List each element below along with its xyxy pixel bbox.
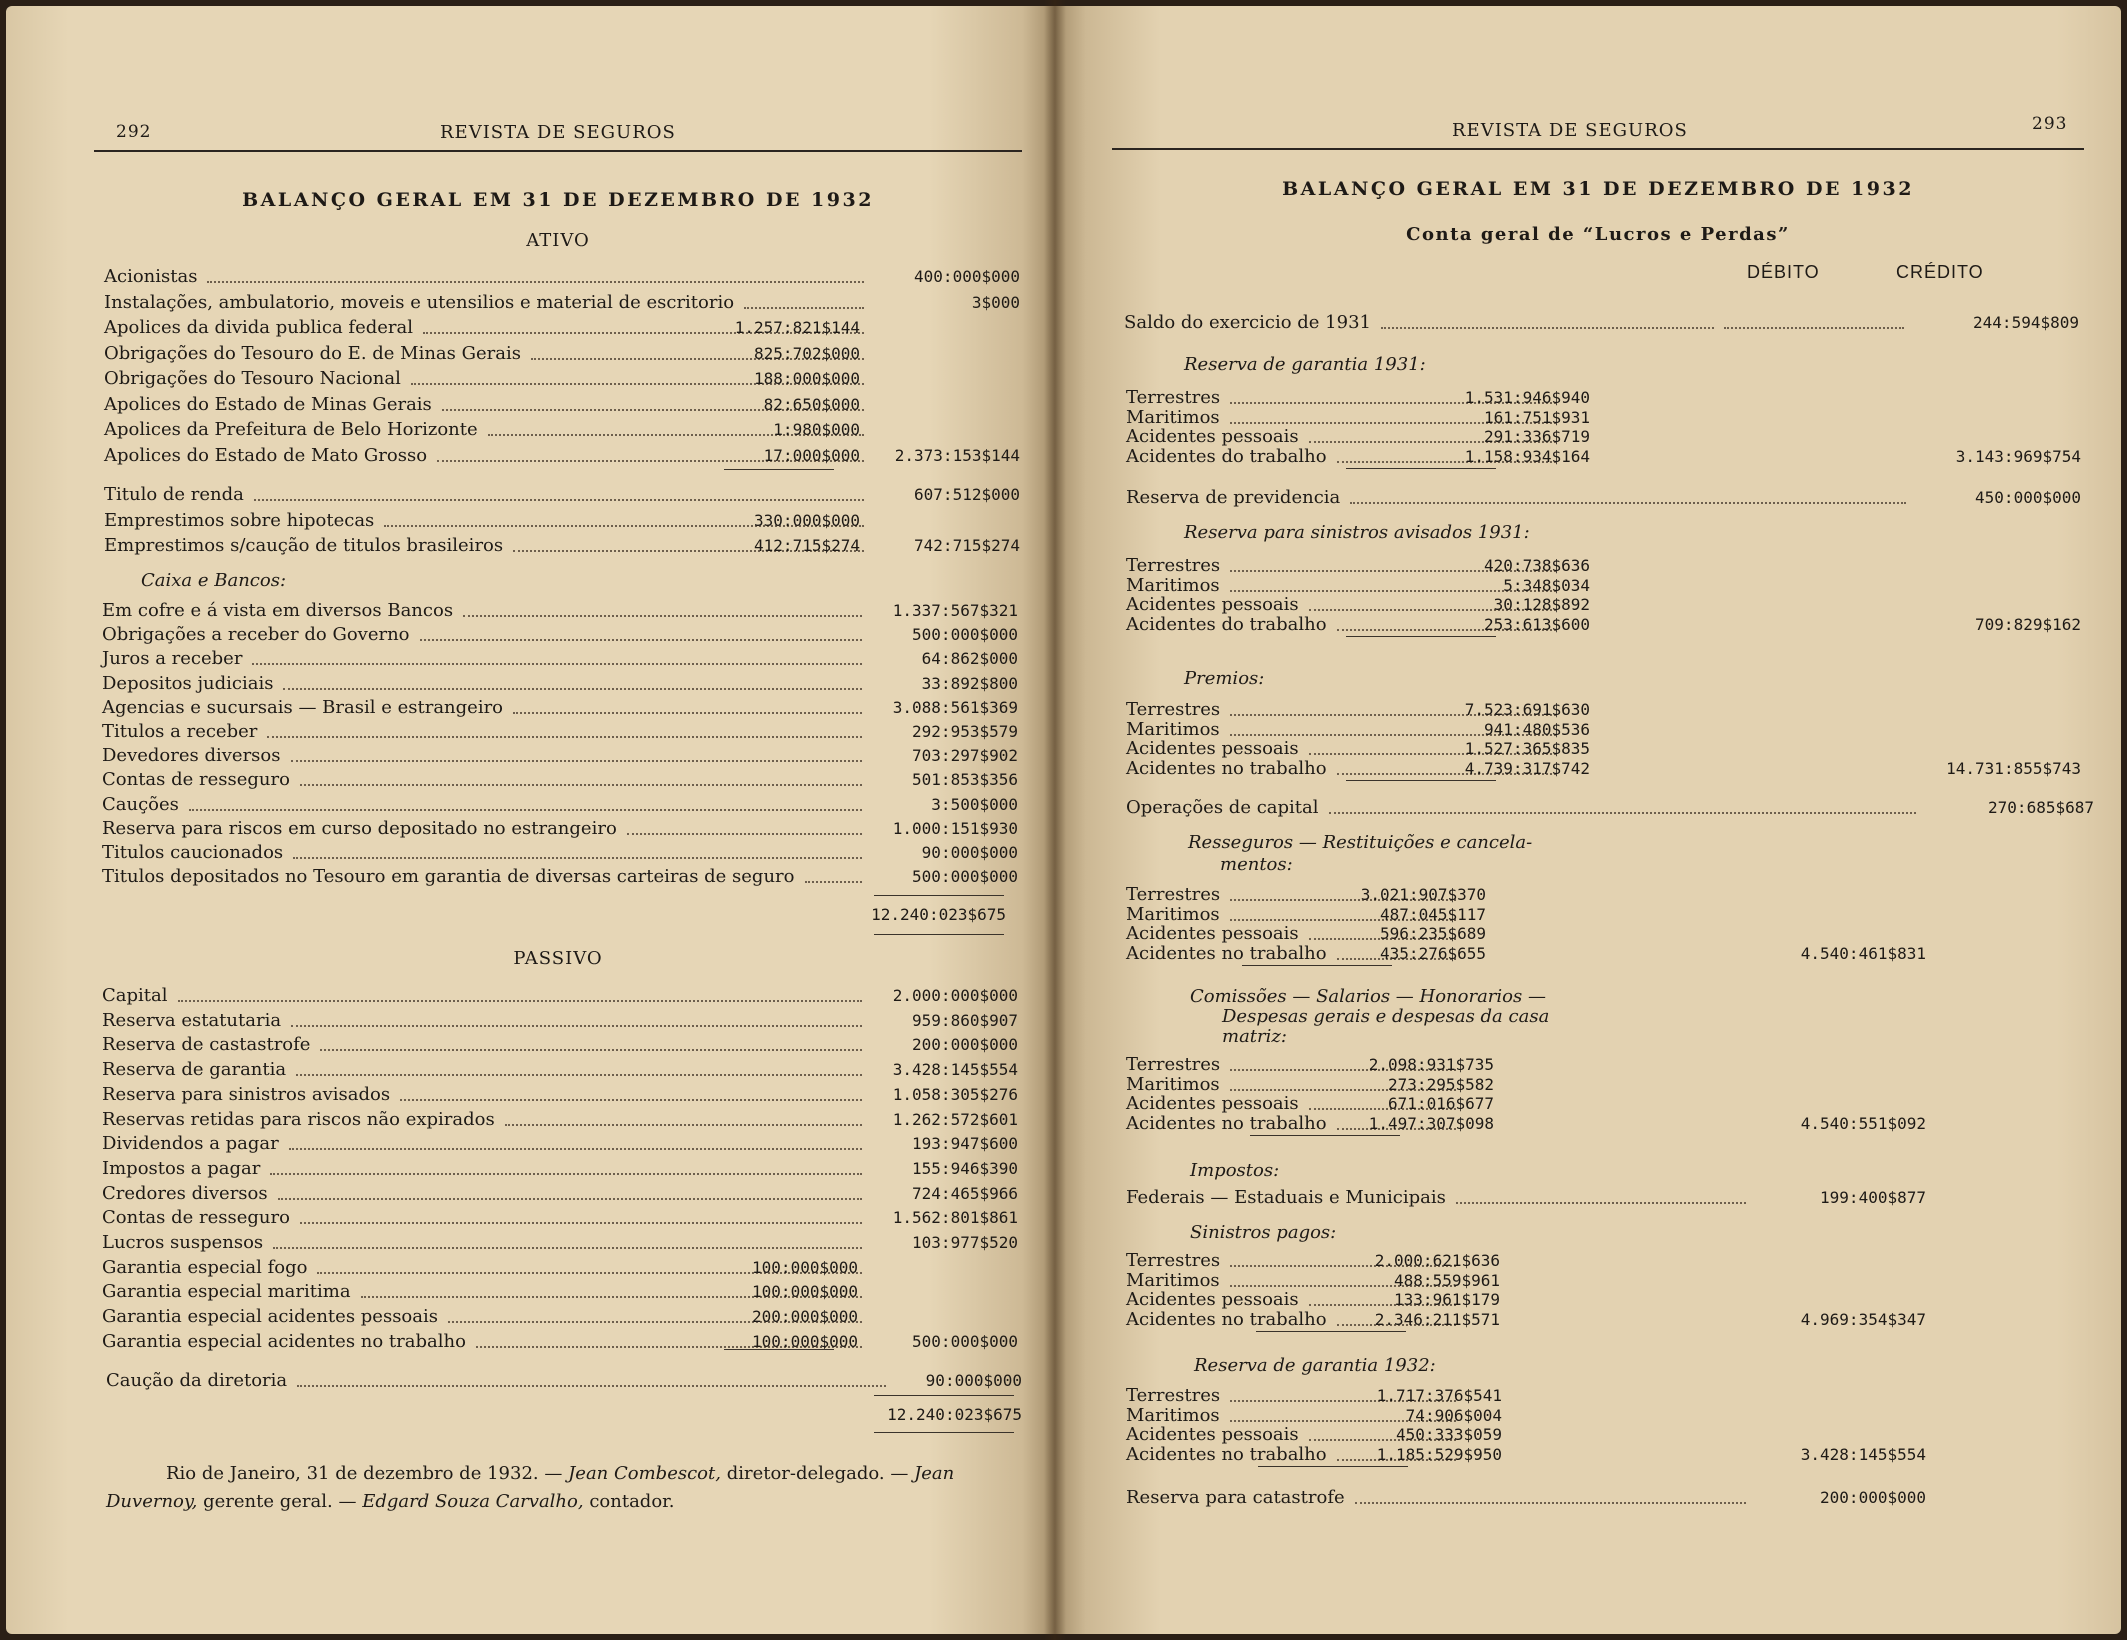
col-partial-value: 412:715$274 — [754, 536, 860, 555]
row-label: Titulos a receber — [102, 721, 258, 742]
row-label: Obrigações a receber do Governo — [102, 624, 410, 646]
leader-dots — [297, 1385, 886, 1387]
leader-dots — [296, 1074, 862, 1076]
col-total-value: 724:465$966 — [912, 1183, 1018, 1203]
col-partial-value: 4.739:317$742 — [1464, 758, 1590, 778]
ledger-row — [102, 696, 1032, 720]
col-partial-value: 2.346:211$571 — [1374, 1309, 1500, 1329]
col-partial-value: 1.531:946$940 — [1464, 388, 1590, 407]
leader-dots — [627, 833, 862, 835]
col-total-value: 3.428:145$554 — [892, 1060, 1018, 1080]
row-label: Acidentes pessoais — [1126, 738, 1299, 759]
col-partial-value: 17:000$000 — [763, 445, 860, 465]
row-label: Maritimos — [1126, 406, 1220, 428]
row-label: Acidentes do trabalho — [1126, 613, 1327, 635]
row-label: Acionistas — [104, 266, 198, 287]
right-page — [1054, 6, 2121, 1634]
col-partial-value: 488:559$961 — [1394, 1270, 1500, 1290]
leader-dots — [189, 809, 862, 811]
rule — [1346, 636, 1496, 637]
left-main-title: BALANÇO GERAL EM 31 DE DEZEMBRO DE 1932 — [242, 189, 874, 211]
col-partial-value: 5:348$034 — [1503, 575, 1590, 595]
section-heading: Impostos: — [1190, 1160, 1280, 1181]
col-total-value: 103:977$520 — [912, 1233, 1018, 1252]
row-label: Maritimos — [1126, 1269, 1220, 1291]
col-partial-value: 100:000$000 — [752, 1282, 858, 1302]
col-partial-value: 941:480$536 — [1484, 719, 1590, 739]
footer-role-2: gerente geral. — — [203, 1491, 357, 1512]
section-heading: Despesas gerais e despesas da casa — [1222, 1006, 1550, 1027]
col-partial-value: 420:738$636 — [1484, 556, 1590, 575]
leader-dots — [254, 499, 864, 501]
row-label: Acidentes no trabalho — [1126, 1112, 1327, 1134]
col-total-value: 501:853$356 — [912, 770, 1018, 790]
passivo-heading: PASSIVO — [513, 948, 603, 969]
section-heading: mentos: — [1220, 854, 1293, 875]
ledger-row — [102, 984, 1032, 1008]
col-total-value: 703:297$902 — [912, 746, 1018, 766]
ledger-row — [102, 1108, 1032, 1132]
caucao-value: 90:000$000 — [925, 1371, 1022, 1390]
ledger-row — [1126, 1486, 2086, 1510]
right-main-title: BALANÇO GERAL EM 31 DE DEZEMBRO DE 1932 — [1282, 178, 1914, 200]
leader-dots — [278, 1198, 862, 1200]
ledger-row — [102, 1157, 1032, 1181]
col-debito-value: 4.540:551$092 — [1800, 1113, 1926, 1133]
ledger-row — [1126, 1443, 2086, 1467]
row-label: Maritimos — [1126, 903, 1220, 925]
col-total-value: 607:512$000 — [914, 485, 1020, 504]
ledger-row — [1126, 445, 2086, 469]
ledger-row — [102, 1009, 1032, 1033]
col-partial-value: 450:333$059 — [1396, 1425, 1502, 1444]
col-total-value: 1.000:151$930 — [892, 818, 1018, 838]
leader-dots — [291, 1025, 862, 1027]
col-total-value: 1.262:572$601 — [892, 1109, 1018, 1129]
row-label: Acidentes do trabalho — [1126, 445, 1327, 467]
ledger-row — [102, 1182, 1032, 1206]
col-total-value: 292:953$579 — [912, 722, 1018, 741]
left-page-number: 292 — [116, 122, 152, 142]
ledger-row — [102, 647, 1032, 671]
col-partial-value: 3.021:907$370 — [1360, 885, 1486, 904]
row-label: Reserva de previdencia — [1126, 487, 1341, 508]
ativo-total: 12.240:023$675 — [871, 905, 1006, 924]
col-partial-value: 7.523:691$630 — [1464, 700, 1590, 719]
leader-dots — [1724, 327, 1904, 329]
row-label: Acidentes no trabalho — [1126, 1443, 1327, 1465]
row-label: Apolices do Estado de Minas Gerais — [104, 393, 432, 415]
row-label: Maritimos — [1126, 718, 1220, 740]
col-partial-value: 435:276$655 — [1380, 943, 1486, 963]
saldo-row — [1124, 311, 2084, 335]
row-label: Terrestres — [1126, 387, 1221, 408]
col-credito-value: 450:000$000 — [1975, 488, 2081, 507]
col-partial-value: 330:000$000 — [754, 510, 860, 530]
section-heading: matriz: — [1222, 1026, 1287, 1047]
ledger-row — [104, 291, 1034, 315]
ativo-heading: ATIVO — [526, 230, 590, 251]
col-debito-value: 4.540:461$831 — [1800, 943, 1926, 963]
ledger-row — [102, 793, 1032, 817]
col-partial-value: 188:000$000 — [754, 369, 860, 388]
leader-dots — [1329, 812, 1916, 814]
col-partial-value: 74:906$004 — [1405, 1405, 1502, 1425]
row-label: Acidentes pessoais — [1126, 1424, 1299, 1445]
col-credito-value: 709:829$162 — [1975, 614, 2081, 634]
row-label: Acidentes pessoais — [1126, 426, 1299, 447]
left-running-header — [94, 114, 1022, 152]
leader-dots — [505, 1124, 862, 1126]
col-partial-value: 100:000$000 — [752, 1257, 858, 1277]
right-running-header — [1112, 112, 2084, 150]
row-label: Garantia especial acidentes no trabalho — [102, 1330, 466, 1352]
row-label: Cauções — [102, 793, 179, 815]
footer-role-3: contador. — [589, 1491, 675, 1512]
leader-dots — [270, 1173, 862, 1175]
leader-dots — [283, 688, 862, 690]
ledger-row — [102, 817, 1032, 841]
ledger-row — [102, 1330, 1032, 1354]
row-label: Reserva de castastrofe — [102, 1034, 311, 1056]
ledger-row — [1126, 757, 2086, 781]
col-total-value: 1.562:801$861 — [892, 1208, 1018, 1228]
ledger-row — [102, 1206, 1032, 1230]
footer-role-1: diretor-delegado. — — [726, 1463, 909, 1484]
leader-dots — [207, 281, 864, 283]
col-total-value: 2.373:153$144 — [894, 445, 1020, 465]
col-total-value: 742:715$274 — [914, 536, 1020, 555]
row-label: Terrestres — [1126, 555, 1221, 576]
ledger-row — [102, 1280, 1032, 1304]
ledger-row — [102, 768, 1032, 792]
passivo-total: 12.240:023$675 — [887, 1405, 1022, 1424]
ledger-row — [104, 444, 1034, 468]
col-total-value: 90:000$000 — [921, 843, 1018, 862]
col-total-value: 3:500$000 — [931, 794, 1018, 814]
row-label: Maritimos — [1126, 574, 1220, 596]
col-partial-value: 2.098:931$735 — [1368, 1055, 1494, 1074]
leader-dots — [463, 615, 862, 617]
row-label: Obrigações do Tesouro Nacional — [104, 368, 401, 389]
leader-dots — [1355, 1502, 1746, 1504]
ledger-row — [102, 744, 1032, 768]
row-label: Titulo de renda — [104, 484, 244, 505]
leader-dots — [513, 712, 862, 714]
row-label: Instalações, ambulatorio, moveis e utensilios e material de escritorio — [104, 291, 735, 313]
col-partial-value: 1.257:821$144 — [734, 318, 860, 337]
row-label: Terrestres — [1126, 1250, 1221, 1271]
row-label: Acidentes pessoais — [1126, 1093, 1299, 1114]
rule — [874, 895, 1004, 896]
col-partial-value: 1.497:307$098 — [1368, 1113, 1494, 1133]
row-label: Impostos a pagar — [102, 1157, 261, 1179]
ledger-row — [104, 342, 1034, 366]
row-label: Em cofre e á vista em diversos Bancos — [102, 600, 454, 621]
col-partial-value: 200:000$000 — [752, 1307, 858, 1327]
leader-dots — [320, 1049, 862, 1051]
col-partial-value: 487:045$117 — [1380, 904, 1486, 924]
col-total-value: 200:000$000 — [912, 1035, 1018, 1055]
section-heading: Reserva de garantia 1932: — [1194, 1355, 1436, 1376]
col-partial-value: 273:295$582 — [1388, 1074, 1494, 1094]
col-partial-value: 161:751$931 — [1484, 407, 1590, 427]
col-partial-value: 2.000:621$636 — [1374, 1251, 1500, 1270]
col-total-value: 959:860$907 — [912, 1010, 1018, 1030]
section-heading: Sinistros pagos: — [1190, 1222, 1337, 1243]
row-label: Acidentes no trabalho — [1126, 1308, 1327, 1330]
row-label: Acidentes pessoais — [1126, 923, 1299, 944]
col-total-value: 33:892$800 — [921, 673, 1018, 693]
col-debito-value: 199:400$877 — [1820, 1188, 1926, 1207]
row-label: Emprestimos s/caução de titulos brasileiros — [104, 535, 504, 556]
rule — [1346, 780, 1496, 781]
col-total-value: 3$000 — [971, 292, 1020, 312]
book-gutter — [1044, 0, 1066, 1640]
row-label: Reserva para riscos em curso depositado no estrangeiro — [102, 817, 617, 839]
row-label: Credores diversos — [102, 1182, 268, 1204]
col-credito-value: 14.731:855$743 — [1946, 758, 2081, 778]
col-total-value: 155:946$390 — [912, 1158, 1018, 1178]
ledger-row — [102, 1058, 1032, 1082]
col-partial-value: 671:016$677 — [1388, 1094, 1494, 1113]
col-partial-value: 30:128$892 — [1493, 595, 1590, 614]
ledger-row — [1126, 942, 2086, 966]
passivo-total-row — [106, 1403, 1026, 1427]
col-partial-value: 82:650$000 — [763, 394, 860, 414]
row-label: Acidentes no trabalho — [1126, 757, 1327, 779]
leader-dots — [293, 857, 862, 859]
leader-dots — [178, 1000, 862, 1002]
ledger-row — [104, 265, 1034, 289]
footer-name-1: Jean Combescot, — [568, 1463, 721, 1484]
ledger-row — [102, 1132, 1032, 1156]
row-label: Titulos depositados no Tesouro em garantia de diversas carteiras de seguro — [102, 866, 795, 888]
footer-place-date: Rio de Janeiro, 31 de dezembro de 1932. — — [166, 1463, 563, 1484]
leader-dots — [1381, 327, 1714, 329]
row-label: Dividendos a pagar — [102, 1133, 279, 1155]
row-label: Lucros suspensos — [102, 1232, 264, 1253]
leader-dots — [291, 760, 862, 762]
col-total-value: 193:947$600 — [912, 1134, 1018, 1154]
ledger-row — [1126, 796, 2094, 820]
row-label: Terrestres — [1126, 884, 1221, 905]
col-total-value: 1.058:305$276 — [892, 1084, 1018, 1104]
row-label: Apolices da divida publica federal — [104, 317, 413, 338]
col-credito-value: 3.143:969$754 — [1955, 446, 2081, 466]
col-partial-value: 133:961$179 — [1394, 1290, 1500, 1309]
row-label: Agencias e sucursais — Brasil e estrangeiro — [102, 696, 504, 718]
ledger-row — [104, 418, 1034, 442]
row-label: Terrestres — [1126, 1054, 1221, 1075]
row-label: Garantia especial fogo — [102, 1256, 308, 1278]
right-running-title: REVISTA DE SEGUROS — [1452, 120, 1688, 141]
right-subtitle: Conta geral de “Lucros e Perdas” — [1406, 224, 1790, 245]
rule — [724, 1349, 834, 1350]
ledger-row — [102, 1305, 1032, 1329]
row-label: Obrigações do Tesouro do E. de Minas Gerais — [104, 342, 521, 364]
ledger-row — [1126, 613, 2086, 637]
row-label: Terrestres — [1126, 699, 1221, 720]
rule — [1346, 468, 1496, 469]
section-heading: Comissões — Salarios — Honorarios — — [1190, 986, 1546, 1007]
ativo-total-row — [100, 903, 1020, 927]
col-partial-value: 1:980$000 — [773, 420, 860, 439]
col-total-value: 400:000$000 — [914, 267, 1020, 286]
section-heading: Reserva para sinistros avisados 1931: — [1184, 522, 1530, 543]
rule — [724, 469, 834, 470]
footer-name-2a: Jean — [914, 1463, 955, 1484]
col-partial-value: 253:613$600 — [1484, 614, 1590, 634]
col-partial-value: 1.185:529$950 — [1376, 1444, 1502, 1464]
leader-dots — [1456, 1202, 1746, 1204]
ledger-row — [104, 483, 1034, 507]
row-label: Reserva para sinistros avisados — [102, 1083, 391, 1105]
row-label: Apolices do Estado de Mato Grosso — [104, 444, 428, 466]
ledger-row — [102, 720, 1032, 744]
rule — [874, 1395, 1014, 1396]
rule — [874, 1432, 1014, 1433]
debito-column-header: DÉBITO — [1747, 262, 1820, 282]
footer-name-3: Edgard Souza Carvalho, — [362, 1491, 584, 1512]
section-heading: Premios: — [1184, 668, 1265, 689]
row-label: Reserva de garantia — [102, 1059, 287, 1081]
col-total-value: 500:000$000 — [912, 867, 1018, 887]
col-total-value: 500:000$000 — [912, 625, 1018, 645]
row-label: Operações de capital — [1126, 797, 1319, 818]
row-label: Acidentes pessoais — [1126, 1289, 1299, 1310]
saldo-credito: 244:594$809 — [1973, 313, 2079, 332]
row-label: Juros a receber — [102, 648, 243, 670]
row-label: Terrestres — [1126, 1385, 1221, 1406]
leader-dots — [267, 736, 862, 738]
col-partial-value: 1.527:365$835 — [1464, 739, 1590, 758]
leader-dots — [420, 639, 862, 641]
col-partial-value: 1.717:376$541 — [1376, 1386, 1502, 1405]
ledger-row — [1126, 486, 2086, 510]
row-label: Apolices da Prefeitura de Belo Horizonte — [104, 419, 478, 440]
row-label: Emprestimos sobre hipotecas — [104, 509, 375, 531]
row-label: Federais — Estaduais e Municipais — [1126, 1187, 1446, 1208]
row-label: Acidentes no trabalho — [1126, 942, 1327, 964]
row-label: Maritimos — [1126, 1073, 1220, 1095]
row-label: Capital — [102, 985, 168, 1006]
ledger-row — [102, 1083, 1032, 1107]
ledger-row — [102, 623, 1032, 647]
ledger-row — [1126, 1186, 2086, 1210]
ledger-row — [102, 672, 1032, 696]
ledger-row — [102, 1231, 1032, 1255]
col-total-value: 2.000:000$000 — [892, 986, 1018, 1005]
left-page — [6, 6, 1054, 1634]
leader-dots — [273, 1247, 862, 1249]
col-total-value: 64:862$000 — [921, 649, 1018, 669]
row-label: Acidentes pessoais — [1126, 594, 1299, 615]
ledger-row — [104, 534, 1034, 558]
col-total-value: 500:000$000 — [912, 1331, 1018, 1351]
ledger-row — [104, 316, 1034, 340]
left-running-title: REVISTA DE SEGUROS — [440, 122, 676, 143]
rule — [874, 934, 1004, 935]
caucao-row — [106, 1369, 1026, 1393]
caucao-label: Caução da diretoria — [106, 1370, 288, 1391]
ledger-row — [102, 1033, 1032, 1057]
col-partial-value: 1.158:934$164 — [1464, 446, 1590, 466]
credito-column-header: CRÉDITO — [1896, 262, 1984, 282]
row-label: Reserva estatutaria — [102, 1009, 282, 1031]
col-partial-value: 596:235$689 — [1380, 924, 1486, 943]
signature-footer — [106, 1460, 1026, 1516]
ledger-row — [104, 393, 1034, 417]
row-label: Depositos judiciais — [102, 672, 274, 694]
ledger-row — [102, 865, 1032, 889]
ledger-row — [102, 1256, 1032, 1280]
col-debito-value: 4.969:354$347 — [1800, 1309, 1926, 1329]
ledger-row — [102, 599, 1032, 623]
saldo-label: Saldo do exercicio de 1931 — [1124, 312, 1371, 333]
leader-dots — [400, 1099, 862, 1101]
leader-dots — [252, 663, 862, 665]
leader-dots — [300, 1222, 862, 1224]
row-label: Contas de resseguro — [102, 769, 290, 791]
row-label: Garantia especial acidentes pessoais — [102, 1306, 438, 1328]
leader-dots — [300, 784, 862, 786]
row-label: Contas de resseguro — [102, 1207, 290, 1229]
ledger-row — [104, 509, 1034, 533]
col-debito-value: 3.428:145$554 — [1800, 1444, 1926, 1464]
row-label: Reservas retidas para riscos não expirados — [102, 1108, 495, 1130]
col-partial-value: 825:702$000 — [754, 343, 860, 363]
footer-name-2b: Duvernoy, — [106, 1491, 198, 1512]
ledger-row — [1126, 1112, 2086, 1136]
col-total-value: 3.088:561$369 — [892, 697, 1018, 717]
col-debito-value: 200:000$000 — [1820, 1488, 1926, 1507]
col-total-value: 1.337:567$321 — [892, 601, 1018, 620]
row-label: Reserva para catastrofe — [1126, 1487, 1345, 1508]
caixa-heading: Caixa e Bancos: — [141, 570, 287, 591]
col-partial-value: 100:000$000 — [752, 1331, 858, 1351]
leader-dots — [289, 1148, 862, 1150]
row-label: Maritimos — [1126, 1404, 1220, 1426]
right-page-number: 293 — [2032, 114, 2068, 134]
section-heading: Reserva de garantia 1931: — [1184, 354, 1426, 375]
col-partial-value: 291:336$719 — [1484, 427, 1590, 446]
ledger-row — [102, 841, 1032, 865]
ledger-row — [1126, 1308, 2086, 1332]
ledger-row — [104, 367, 1034, 391]
section-heading: Resseguros — Restituições e cancela- — [1188, 832, 1533, 853]
leader-dots — [1350, 502, 1906, 504]
row-label: Devedores diversos — [102, 745, 281, 767]
col-credito-value: 270:685$687 — [1988, 798, 2094, 817]
row-label: Garantia especial maritima — [102, 1281, 351, 1303]
row-label: Titulos caucionados — [102, 842, 284, 863]
